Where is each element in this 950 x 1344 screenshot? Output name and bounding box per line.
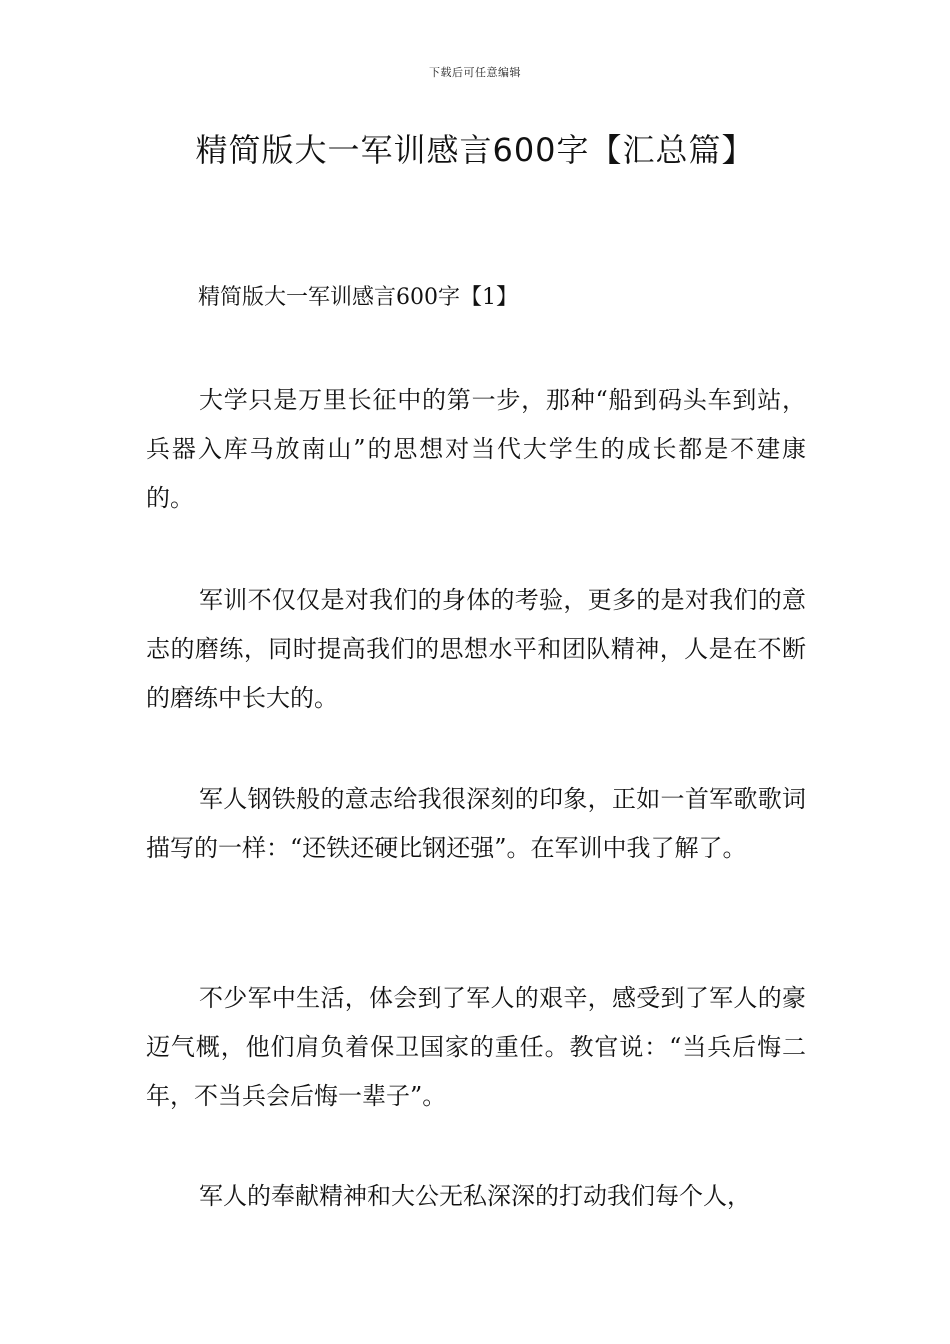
document-title: 精简版大一军训感言600字【汇总篇】 [195, 131, 755, 169]
header-note: 下载后可任意编辑 [429, 66, 521, 79]
paragraph: 不少军中生活，体会到了军人的艰辛，感受到了军人的豪迈气概，他们肩负着保卫国家的重任。教官说：“当兵后悔二年，不当兵会后悔一辈子”。 [146, 984, 806, 1110]
paragraph: 军训不仅仅是对我们的身体的考验，更多的是对我们的意志的磨练，同时提高我们的思想水平和团队精神，人是在不断的磨练中长大的。 [146, 586, 806, 712]
paragraph: 大学只是万里长征中的第一步，那种“船到码头车到站，兵器入库马放南山”的思想对当代大学生的成长都是不建康的。 [146, 386, 806, 512]
paragraph: 军人的奉献精神和大公无私深深的打动我们每个人， [199, 1182, 751, 1210]
paragraph: 军人钢铁般的意志给我很深刻的印象，正如一首军歌歌词描写的一样：“还铁还硬比钢还强”。在军训中我了解了。 [146, 785, 806, 862]
section-heading: 精简版大一军训感言600字【1】 [198, 285, 518, 310]
